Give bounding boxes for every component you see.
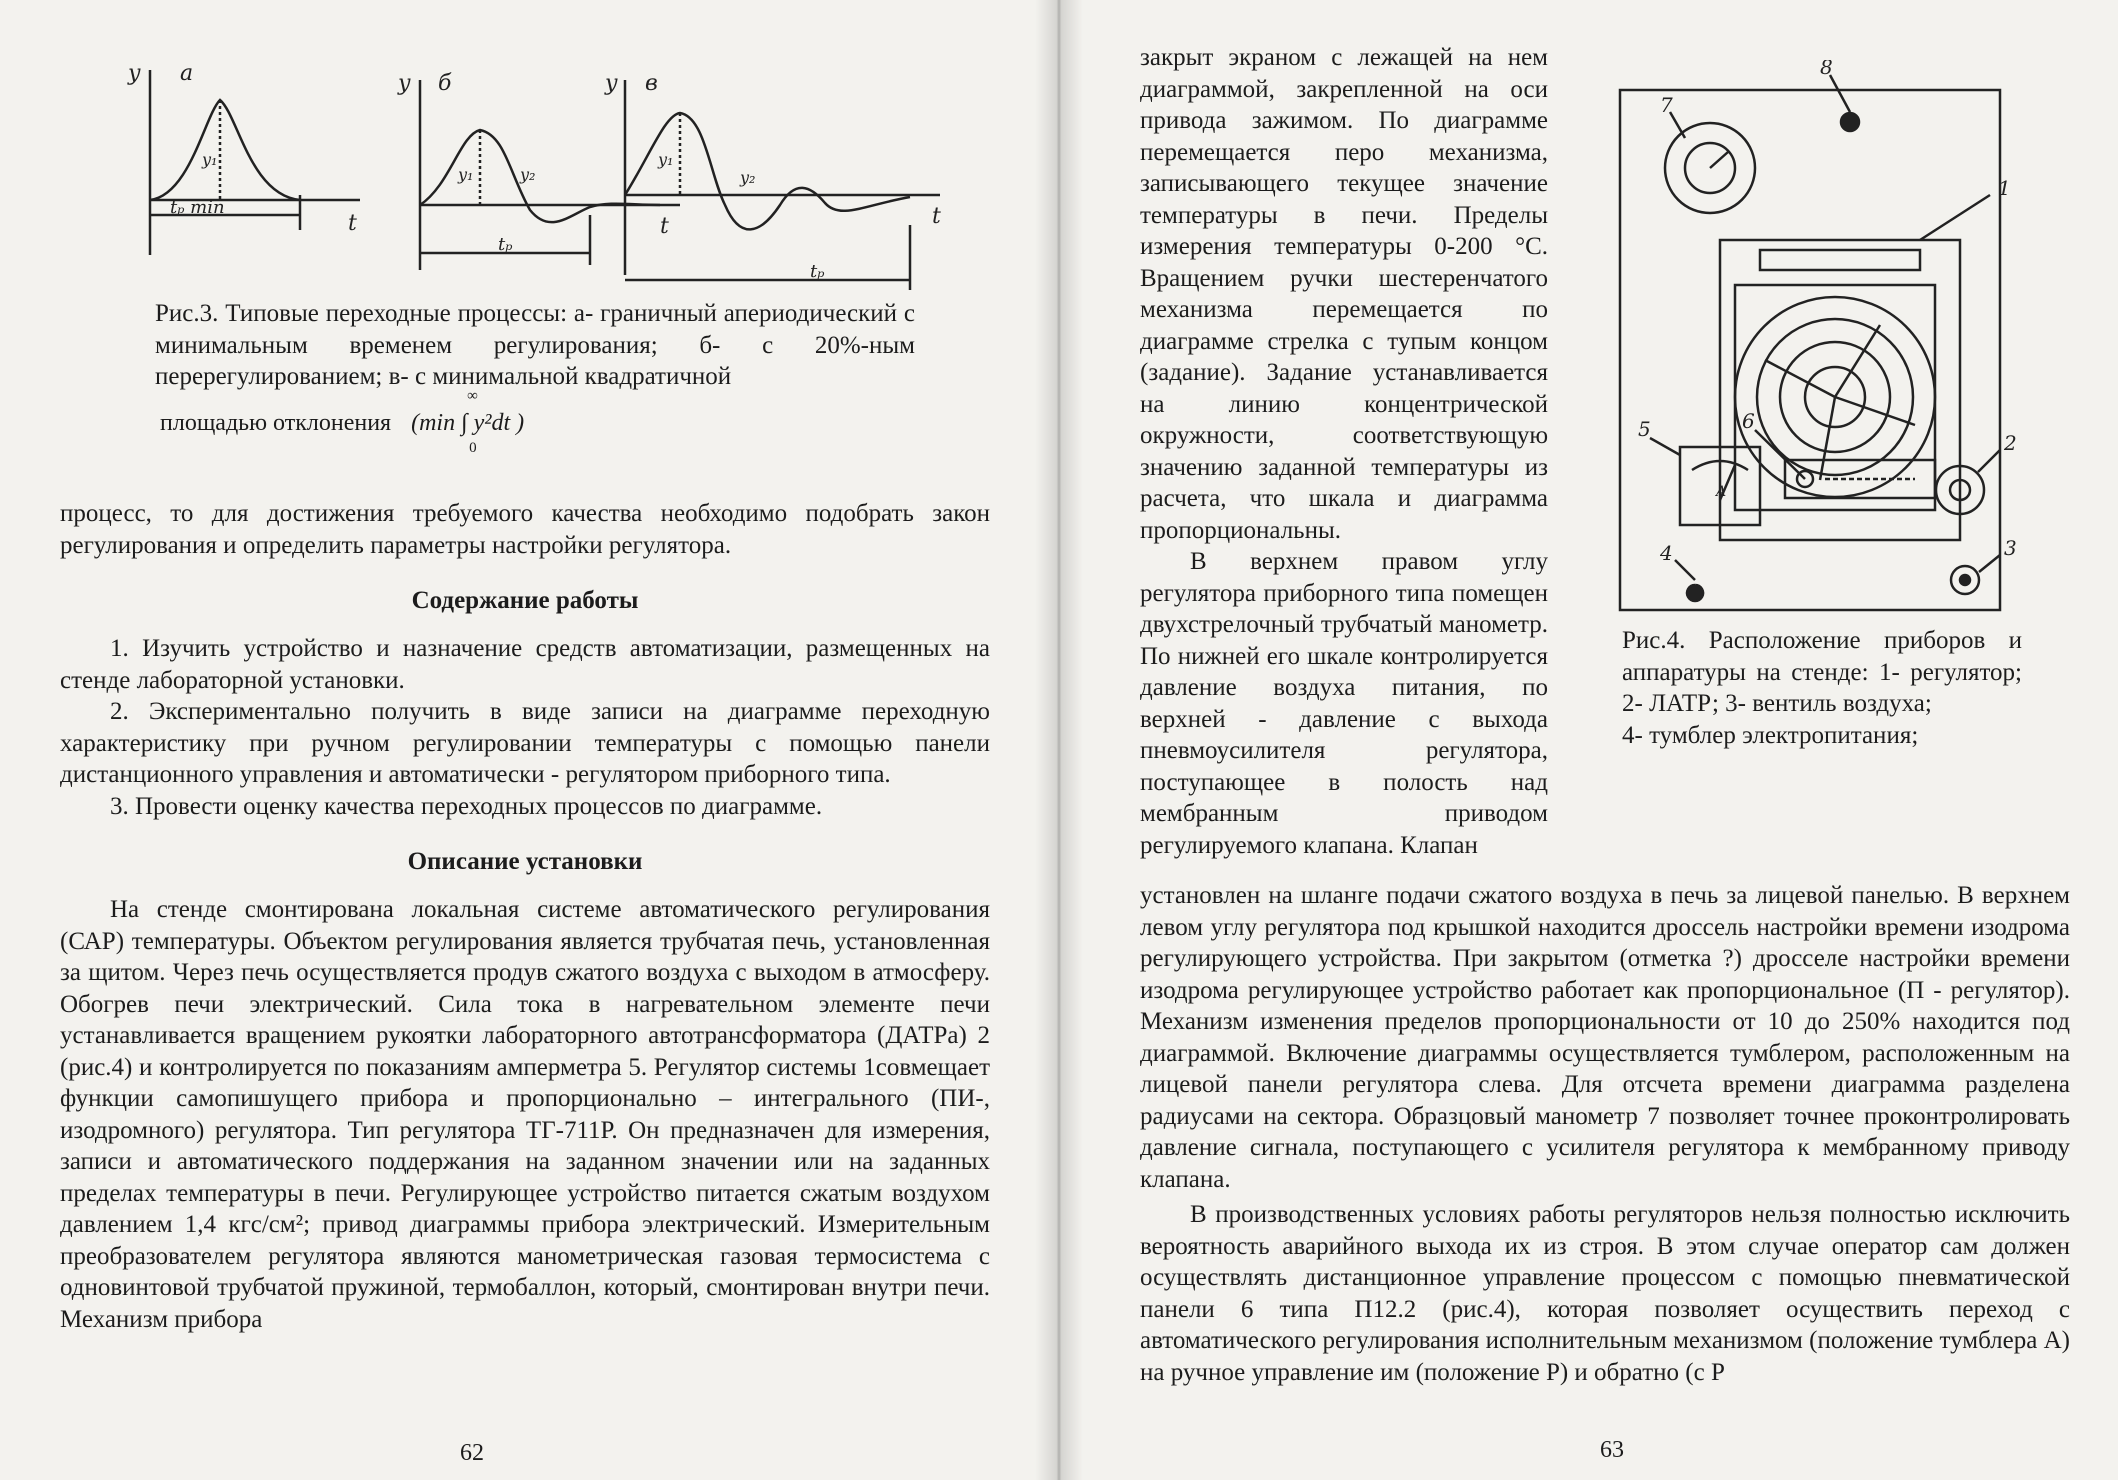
intro-paragraph: процесс, то для достижения требуемого качества необходимо подобрать закон регулирования и определить параметры настройки регулятора. [60,500,990,559]
fig4-label-5: 5 [1638,417,1651,441]
fig3c-y2-label: y₂ [740,168,756,187]
book-gutter [1035,0,1083,1480]
fig4-label-3: 3 [2004,536,2017,560]
fig3c-tp-label: tₚ [810,261,825,282]
page-number-right: 63 [1600,1437,1624,1463]
right-column-paragraph-1: закрыт экраном с лежащей на нем диаграммой, закрепленной на оси привода зажимом. По диаграмме перемещается перо механизма, записывающего текущее значение температуры в печи. Пределы измерения температуры 0-200 °С. Вращением ручки шестеренчатого механизма перемещается по диаграмме стрелка с тупым концом (задание). Задание устанавливается на линию концентрической окружности, соответствующую значению заданной температуры из расчета, что шкала и диаграмма пропорциональны. [1140,44,1548,544]
formula-lower-limit: 0 [469,440,477,456]
fig3b-t-label: t [660,214,669,239]
heading-setup-description: Описание установки [407,848,643,875]
fig3c-t-label: t [932,204,941,229]
fig4-label-4: 4 [1660,541,1673,565]
figure-3-transient-processes [120,55,960,295]
fig3a-letter: а [180,61,194,86]
figure-3-caption: Рис.3. Типовые переходные процессы: а- граничный апериодический с минимальным временем регулирования; б- с 20%-ным перерегулированием; в- с минимальной квадратичной [155,300,915,390]
work-item-3: 3. Провести оценку качества переходных процессов по диаграмме. [110,792,823,820]
fig3b-tp-label: tₚ [498,234,513,255]
formula-upper-limit: ∞ [467,388,478,404]
fig3b-y-label: y [398,71,411,96]
left-page-body [60,498,990,1335]
fig3a-tp-min-label: tₚ min [170,197,225,218]
page-number-left: 62 [460,1440,484,1466]
formula-prefix: площадью отклонения [160,410,392,436]
fig4-label-8: 8 [1820,60,1833,79]
fig3a-t-label: t [348,211,357,236]
heading-work-content: Содержание работы [411,587,639,614]
fig3a-y1-label: y₁ [202,150,218,169]
stand-panel-outline [1620,90,2000,610]
right-paragraph-continued: установлен на шланге подачи сжатого воздуха в печь за лицевой панелью. В верхнем левом углу регулятора под крышкой находится дроссель настройки времени изодрома регулирующего устройства. При закрытом (отметка ?) дросселе настройки времени изодрома регулирующее устройство работает как пропорциональное (П - регулятор). Механизм изменения пределов пропорциональности от 10 до 250% находится под диаграммой. Включение диаграммы осуществляется тумблером, расположенным на лицевой панели регулятора слева. Для отсчета времени диаграмма разделена радиусами на сектора. Образцовый манометр 7 позволяет точнее проконтролировать давление сигнала, поступающего с усилителя регулятора к мембранному приводу клапана. [1140,882,2070,1193]
fig3c-y1-label: y₁ [658,150,674,169]
switch-4-icon [1687,585,1703,601]
figure-4-stand-layout [1520,60,2020,620]
fig4-label-2: 2 [2004,431,2017,455]
fig3b-y1-label: y₁ [458,165,474,184]
figure-4-caption [1622,625,2022,751]
right-column-paragraph-2: В верхнем правом углу регулятора приборного типа помещен двухстрелочный трубчатый манометр. По нижней его шкале контролируется давление воздуха питания, по верхней - давление с выхода пневмоусилителя регулятора, поступающее в полость над мембранным приводом регулируемого клапана. Клапан [1140,548,1548,859]
formula-expression: (min ∫ y²dt ) [411,410,525,436]
right-paragraph-production: В производственных условиях работы регуляторов нельзя полностью исключить вероятность аварийного выхода их из строя. В этом случае оператор сам должен осуществлять дистанционное управление процессом с помощью пневматической панели 6 типа П12.2 (рис.4), которая позволяет осуществить переход с автоматического регулирования исполнительным механизмом (положение тумблера А) на ручное управление им (положение Р) и обратно (с Р [1140,1201,2070,1386]
right-page-fulltext [1140,880,2070,1388]
fig4-label-6: 6 [1742,409,1755,433]
fig3b-y2-label: y₂ [520,165,536,184]
work-item-2: 2. Экспериментально получить в виде записи на диаграмме переходную характеристику при ручном регулировании температуры с помощью панели дистанционного управления и автоматически - регулятором приборного типа. [60,698,990,788]
ammeter-letter: A [1716,484,1727,500]
figure-4-caption-text-2: 4- тумблер электропитания; [1622,721,1919,749]
fig3c-y-label: y [605,71,618,96]
fig3b-letter: б [438,71,452,96]
fig4-label-1: 1 [1998,176,2011,200]
work-item-1: 1. Изучить устройство и назначение средств автоматизации, размещенных на стенде лабораторной установки. [60,635,990,694]
setup-paragraph: На стенде смонтирована локальная системе автоматического регулирования (САР) температуры. Объектом регулирования является трубчатая печь, установленная за щитом. Через печь осуществляется продув сжатого воздуха с выходом в атмосферу. Обогрев печи электрический. Сила тока в нагревательном элементе печи устанавливается вращением рукоятки лабораторного автотрансформатора (ДАТРа) 2 (рис.4) и контролируется по показаниям амперметра 5. Регулятор системы 1совмещает функции самопишущего прибора и пропорционально – интегрального (ПИ-, изодромного) регулятора. Тип регулятора ТГ-711Р. Он предназначен для измерения, записи и автоматического поддержания на заданном значении или на заданных пределах температуры в печи. Регулирующее устройство питается сжатым воздухом давлением 1,4 кгс/см²; привод диаграммы прибора электрический. Измерительным преобразователем регулятора являются манометрическая газовая термосистема с одновинтовой трубчатой пружиной, термобаллон, который, смонтирован внутри печи. Механизм прибора [60,896,990,1333]
fig4-label-7: 7 [1660,93,1673,117]
right-column-text [1140,42,1548,861]
fig3c-letter: в [645,71,658,96]
item-8-icon [1841,113,1859,131]
figure-4-caption-text: Рис.4. Расположение приборов и аппаратуры на стенде: 1- регулятор; 2- ЛАТР; 3- вентиль воздуха; [1622,627,2022,717]
formula [160,388,760,456]
fig3a-y-label: y [128,61,141,86]
